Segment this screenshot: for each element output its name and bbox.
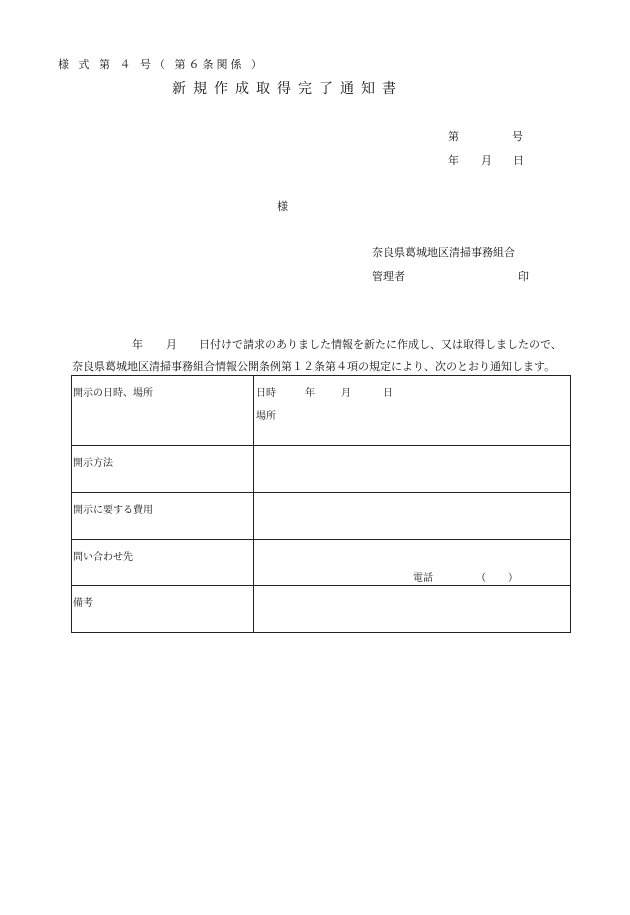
value-cell[interactable] xyxy=(254,376,571,446)
row1-year: 年 xyxy=(305,388,315,399)
row2-label: 開示方法 xyxy=(73,458,113,469)
row4-phone-label: 電話 xyxy=(413,573,433,584)
row4-paren-open: （ xyxy=(476,573,486,584)
row-remarks xyxy=(72,586,571,633)
body-year: 年 xyxy=(132,338,143,351)
value-cell[interactable] xyxy=(254,586,571,633)
row-contact xyxy=(72,540,571,586)
value-cell[interactable] xyxy=(254,493,571,540)
row1-day: 日 xyxy=(383,388,393,399)
value-cell[interactable] xyxy=(254,446,571,493)
sender-admin: 管理者 xyxy=(372,270,405,283)
body-line2: 奈良県葛城地区清掃事務組合情報公開条例第１２条第４項の規定により、次のとおり通知します。 xyxy=(72,360,556,373)
row1-label: 開示の日時、場所 xyxy=(73,388,153,399)
label-cell xyxy=(72,540,254,586)
row4-paren-close: ） xyxy=(508,573,518,584)
value-cell[interactable] xyxy=(254,540,571,586)
row-disclosure-datetime-place xyxy=(72,376,571,446)
notice-table xyxy=(71,375,571,633)
addressee-sama: 様 xyxy=(277,200,288,213)
label-cell xyxy=(72,446,254,493)
date-year: 年 xyxy=(448,154,459,167)
date-day: 日 xyxy=(513,154,524,167)
date-month: 月 xyxy=(481,154,492,167)
label-cell xyxy=(72,586,254,633)
label-cell xyxy=(72,493,254,540)
label-cell xyxy=(72,376,254,446)
row4-label: 問い合わせ先 xyxy=(73,552,133,563)
row5-label: 備考 xyxy=(73,598,93,609)
row-disclosure-method xyxy=(72,446,571,493)
doc-number-dai: 第 xyxy=(448,130,459,143)
document-title: 新規作成取得完了通知書 xyxy=(172,81,403,97)
form-number: 様 式 第 ４ 号（ 第６条関係 ） xyxy=(58,58,265,71)
body-month: 月 xyxy=(166,338,177,351)
body-line1: 日付けで請求のありました情報を新たに作成し、又は取得しましたので、 xyxy=(199,338,562,351)
sender-org: 奈良県葛城地区清掃事務組合 xyxy=(372,246,515,259)
row1-place-label: 場所 xyxy=(256,411,276,422)
doc-number-go: 号 xyxy=(512,130,523,143)
row3-label: 開示に要する費用 xyxy=(73,505,153,516)
row1-datetime-label: 日時 xyxy=(256,388,276,399)
row1-month: 月 xyxy=(341,388,351,399)
seal-mark: 印 xyxy=(518,270,529,283)
row-disclosure-cost xyxy=(72,493,571,540)
